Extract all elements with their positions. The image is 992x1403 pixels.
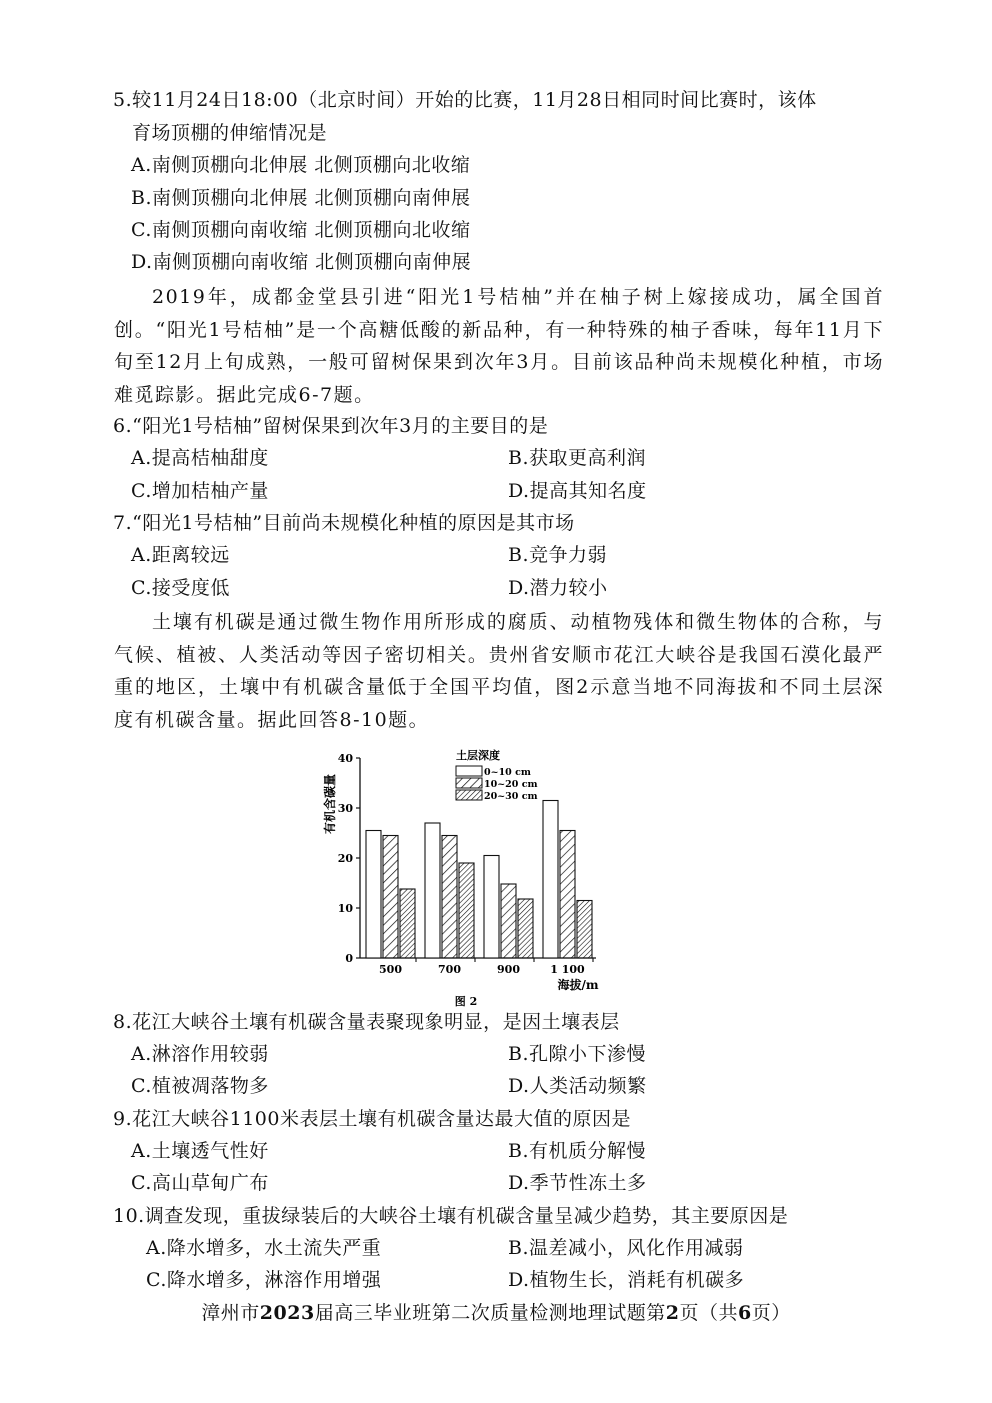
y-tick-label: 20 (337, 852, 353, 865)
bar-0-1 (383, 836, 398, 959)
q8-option-c: C.植被凋落物多 (131, 1075, 269, 1097)
q5-option-b: B.南侧顶棚向北伸展 北侧顶棚向南伸展 (131, 187, 471, 209)
q5-stem-line2: 育场顶棚的伸缩情况是 (132, 122, 328, 144)
q7-stem: 7.“阳光1号桔柚”目前尚未规模化种植的原因是其市场 (113, 512, 575, 534)
q6-option-a: A.提高桔柚甜度 (131, 447, 269, 469)
q6-option-b: B.获取更高利润 (508, 447, 647, 469)
y-tick-label: 30 (337, 802, 353, 815)
legend-label: 20~30 cm (484, 791, 538, 802)
q7-option-a: A.距离较远 (131, 544, 230, 566)
q5-stem-line1: 5.较11月24日18:00（北京时间）开始的比赛，11月28日相同时间比赛时，该体 (113, 89, 817, 111)
q5-option-d: D.南侧顶棚向南收缩 北侧顶棚向南伸展 (131, 251, 472, 273)
q6-option-c: C.增加桔柚产量 (131, 480, 269, 502)
chart-bars (366, 801, 592, 959)
bar-1-1 (442, 836, 457, 959)
q9-option-d: D.季节性冻土多 (508, 1172, 647, 1194)
legend-swatch (456, 766, 482, 776)
figure-caption: 图 2 (454, 995, 478, 1008)
q9-option-c: C.高山草甸广布 (131, 1172, 269, 1194)
q8-option-b: B.孔隙小下渗慢 (508, 1043, 647, 1065)
q10-option-d: D.植物生长，消耗有机碳多 (508, 1269, 745, 1291)
q7-option-c: C.接受度低 (131, 577, 230, 599)
legend-label: 0~10 cm (484, 767, 531, 778)
y-tick-label: 40 (337, 752, 353, 765)
x-axis-label: 海拔/m (557, 978, 599, 992)
q7-option-d: D.潜力较小 (508, 577, 608, 599)
q10-option-c: C.降水增多，淋溶作用增强 (146, 1269, 382, 1291)
q9-stem: 9.花江大峡谷1100米表层土壤有机碳含量达最大值的原因是 (113, 1108, 631, 1130)
legend-title: 土层深度 (456, 749, 500, 762)
x-tick-label: 700 (438, 963, 461, 976)
legend-label: 10~20 cm (484, 779, 538, 790)
passage-citrus: 2019年，成都金堂县引进“阳光1号桔柚”并在柚子树上嫁接成功，属全国首创。“阳光1号桔柚”是一个高糖低酸的新品种，有一种特殊的柚子香味，每年11月下旬至12月上旬成熟，一般可留树保果到次年3月。目前该品种尚未规模化种植，市场难觅踪影。据此完成6-7题。 (114, 286, 884, 406)
bar-0-0 (366, 831, 381, 959)
soil-carbon-bar-chart (318, 744, 610, 1008)
bar-2-1 (501, 884, 516, 958)
bar-1-0 (425, 823, 440, 958)
q6-stem: 6.“阳光1号桔柚”留树保果到次年3月的主要目的是 (113, 415, 549, 437)
chart-legend (456, 748, 538, 802)
page-footer: 漳州市2023届高三毕业班第二次质量检测地理试题第2页（共6页） (201, 1302, 791, 1324)
q8-option-d: D.人类活动频繁 (508, 1075, 647, 1097)
q10-option-a: A.降水增多，水土流失严重 (146, 1237, 382, 1259)
q8-option-a: A.淋溶作用较弱 (131, 1043, 269, 1065)
legend-swatch (456, 790, 482, 800)
x-tick-label: 500 (379, 963, 402, 976)
y-axis-label: 有机含碳量 (323, 773, 337, 835)
q10-option-b: B.温差减小，风化作用减弱 (508, 1237, 744, 1259)
bar-2-2 (518, 899, 533, 958)
q8-stem: 8.花江大峡谷土壤有机碳含量表聚现象明显，是因土壤表层 (113, 1011, 620, 1033)
x-tick-label: 900 (497, 963, 520, 976)
bar-0-2 (400, 889, 415, 958)
bar-1-2 (459, 863, 474, 958)
q6-option-d: D.提高其知名度 (508, 480, 647, 502)
y-tick-label: 0 (345, 952, 353, 965)
bar-2-0 (484, 856, 499, 959)
q10-stem: 10.调查发现，重拔绿装后的大峡谷土壤有机碳含量呈减少趋势，其主要原因是 (113, 1205, 789, 1227)
bar-3-2 (577, 901, 592, 959)
legend-swatch (456, 778, 482, 788)
passage-soil-carbon: 土壤有机碳是通过微生物作用所形成的腐质、动植物残体和微生物体的合称，与气候、植被、人类活动等因子密切相关。贵州省安顺市花江大峡谷是我国石漠化最严重的地区，土壤中有机碳含量低于全国平均值，图2示意当地不同海拔和不同土层深度有机碳含量。据此回答8-10题。 (114, 611, 884, 731)
bar-3-1 (560, 831, 575, 959)
bar-3-0 (543, 801, 558, 959)
q5-option-c: C.南侧顶棚向南收缩 北侧顶棚向北收缩 (131, 219, 471, 241)
q9-option-a: A.土壤透气性好 (131, 1140, 269, 1162)
x-tick-label: 1 100 (550, 963, 585, 976)
q9-option-b: B.有机质分解慢 (508, 1140, 647, 1162)
q7-option-b: B.竞争力弱 (508, 544, 608, 566)
y-tick-label: 10 (337, 902, 353, 915)
q5-option-a: A.南侧顶棚向北伸展 北侧顶棚向北收缩 (131, 154, 471, 176)
